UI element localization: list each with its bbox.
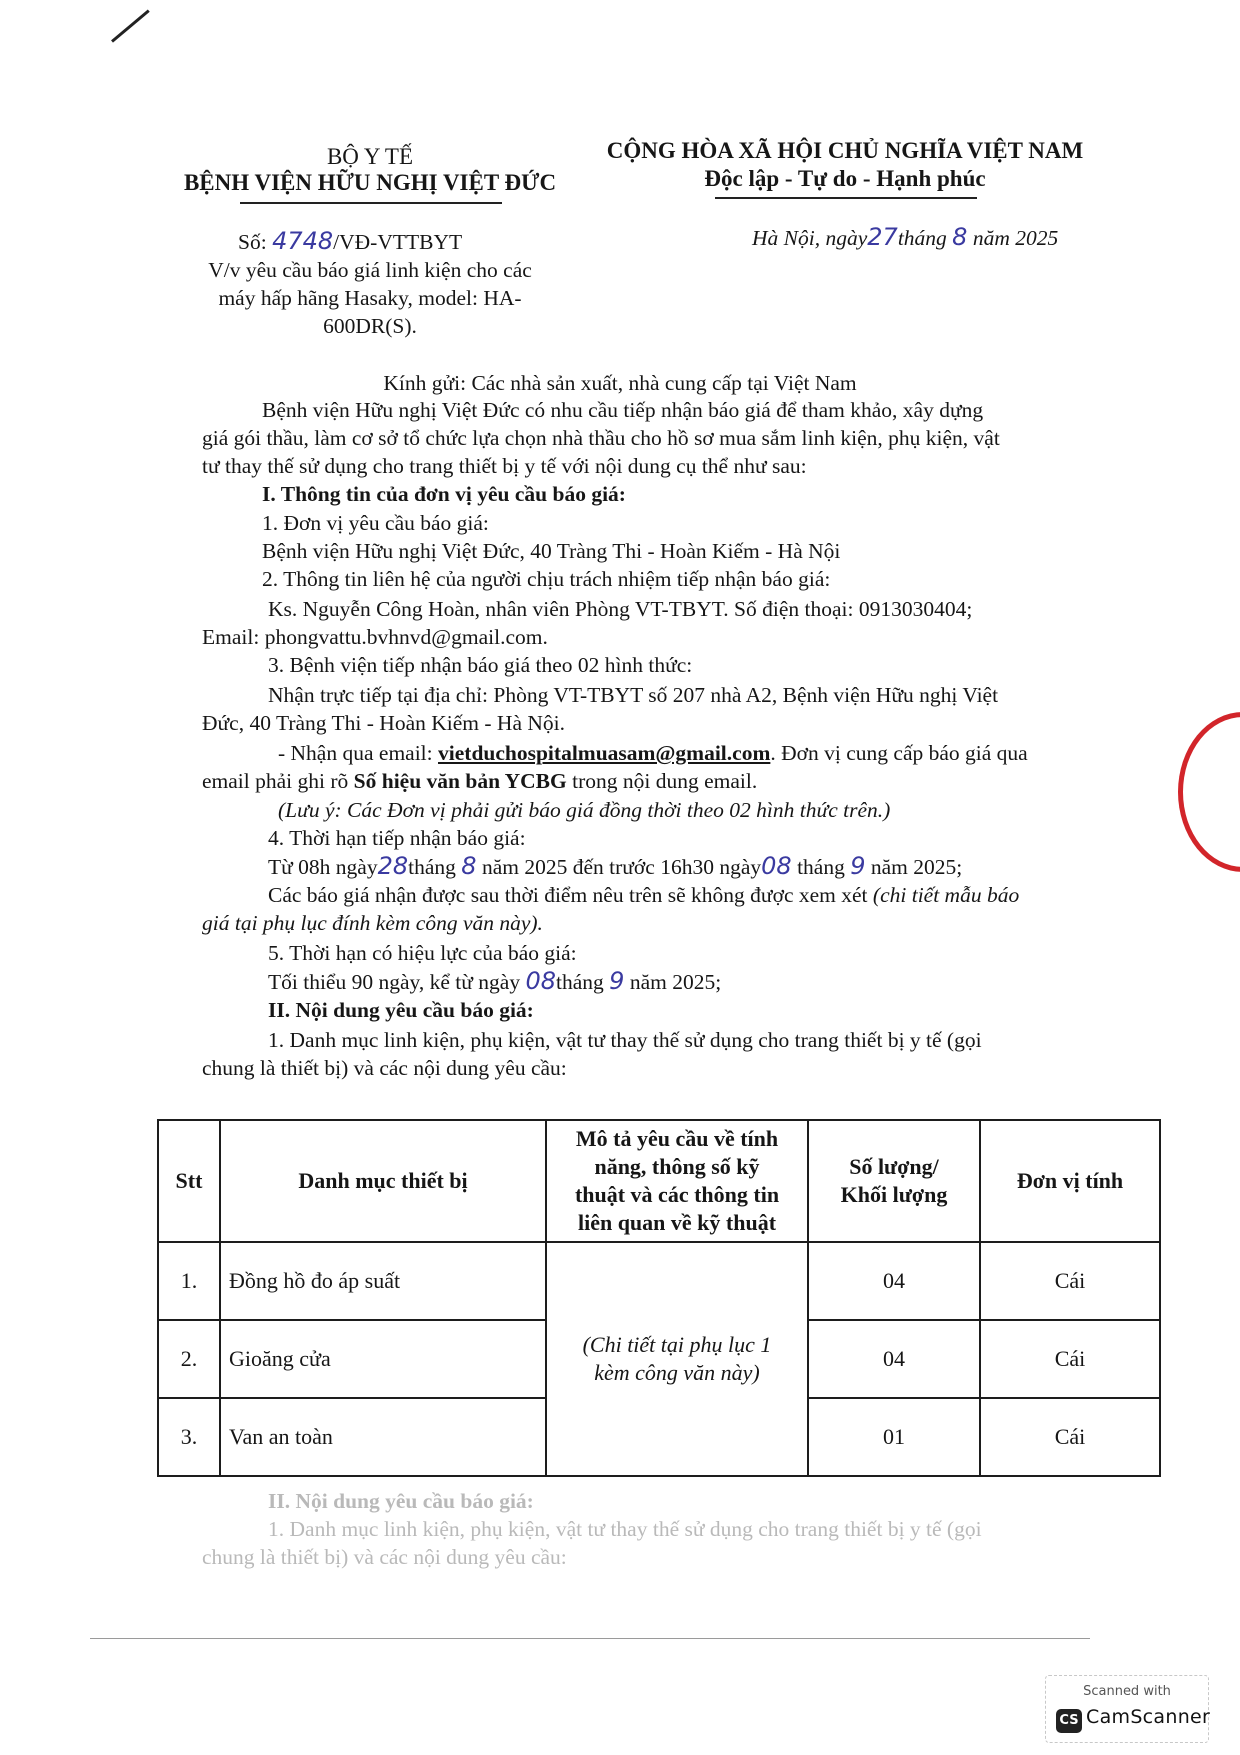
header-description-line: Mô tả yêu cầu về tính [575, 1126, 779, 1151]
email-note-prefix: email phải ghi rõ [202, 769, 354, 793]
doc-no-suffix: /VĐ-VTTBYT [333, 230, 463, 254]
merged-description-cell [546, 1242, 808, 1476]
deadline-from: Từ 08h ngày [268, 855, 378, 879]
document-number [238, 228, 462, 255]
s1-item-2a: Ks. Nguyễn Công Hoàn, nhân viên Phòng VT-TBYT. Số điện thoại: 0913030404; [268, 597, 973, 621]
s1-item-1: 1. Đơn vị yêu cầu báo giá: [262, 511, 489, 535]
row-unit: Cái [980, 1242, 1160, 1320]
day-handwritten: 27 [867, 223, 898, 251]
s1-item-5a [268, 968, 721, 995]
red-seal-fragment [1178, 712, 1240, 872]
s1-item-1a: Bệnh viện Hữu nghị Việt Đức, 40 Tràng Thi - Hoàn Kiếm - Hà Nội [262, 539, 841, 563]
bleed-through-line-1: II. Nội dung yêu cầu báo giá: [268, 1489, 534, 1513]
pen-stroke [111, 9, 150, 42]
header-stt: Stt [158, 1120, 220, 1242]
ministry-name: BỘ Y TẾ [326, 144, 414, 169]
email-suffix: . Đơn vị cung cấp báo giá qua [770, 741, 1028, 765]
s2-item-1: 1. Danh mục linh kiện, phụ kiện, vật tư thay thế sử dụng cho trang thiết bị y tế (gọi [268, 1028, 982, 1052]
deadline-day2-handwritten: 08 [761, 852, 792, 880]
country-name: CỘNG HÒA XÃ HỘI CHỦ NGHĨA VIỆT NAM [606, 138, 1084, 163]
section-2-title: II. Nội dung yêu cầu báo giá: [268, 998, 534, 1022]
s1-item-5: 5. Thời hạn có hiệu lực của báo giá: [268, 941, 577, 965]
header-item-name: Danh mục thiết bị [220, 1120, 546, 1242]
table-row [158, 1242, 1160, 1320]
watermark-caption: Scanned with [1083, 1684, 1171, 1699]
s1-item-3b: Đức, 40 Tràng Thi - Hoàn Kiếm - Hà Nội. [202, 711, 565, 735]
row-quantity: 04 [808, 1320, 980, 1398]
table-header-row [158, 1120, 1160, 1242]
row-unit: Cái [980, 1320, 1160, 1398]
place-date-prefix: Hà Nội, ngày [752, 226, 868, 250]
late-notice-italic: (chi tiết mẫu báo [872, 883, 1020, 907]
deadline-month-word2: tháng [797, 855, 845, 879]
s1-item-3: 3. Bệnh viện tiếp nhận báo giá theo 02 hình thức: [268, 653, 693, 677]
email-prefix: - Nhận qua email: [278, 741, 439, 765]
camscanner-logo-icon: CS [1056, 1709, 1082, 1733]
subject-line-2: máy hấp hãng Hasaky, model: HA- [218, 286, 522, 310]
deadline-day1-handwritten: 28 [377, 852, 409, 880]
row-stt: 1. [158, 1242, 220, 1320]
row-item-name: Đồng hồ đo áp suất [220, 1242, 546, 1320]
month-word: tháng [897, 226, 947, 250]
bleed-through-line-2: 1. Danh mục linh kiện, phụ kiện, vật tư thay thế sử dụng cho trang thiết bị y tế (gọi [268, 1517, 982, 1541]
intro-line-2: giá gói thầu, làm cơ sở tổ chức lựa chọn nhà thầu cho hồ sơ mua sắm linh kiện, phụ kiện, vật [202, 426, 1000, 450]
intro-line-1: Bệnh viện Hữu nghị Việt Đức có nhu cầu tiếp nhận báo giá để tham khảo, xây dựng [262, 398, 984, 422]
bleed-through-line-3: chung là thiết bị) và các nội dung yêu cầu: [202, 1545, 567, 1569]
validity-month-handwritten: 9 [609, 967, 625, 995]
validity-from: Tối thiểu 90 ngày, kể từ ngày [268, 970, 521, 994]
watermark-brand: CamScanner [1086, 1706, 1211, 1728]
hospital-underline [240, 202, 502, 204]
header-description-line: thuật và các thông tin [574, 1182, 780, 1207]
s1-item-3c [278, 740, 1028, 766]
row-quantity: 01 [808, 1398, 980, 1476]
validity-day-handwritten: 08 [525, 967, 557, 995]
subject-line-1: V/v yêu cầu báo giá linh kiện cho các [208, 258, 532, 282]
intro-line-3: tư thay thế sử dụng cho trang thiết bị y tế với nội dung cụ thể như sau: [202, 454, 807, 478]
place-date [752, 224, 1058, 251]
month-handwritten: 8 [952, 223, 968, 251]
row-quantity: 04 [808, 1242, 980, 1320]
doc-no-prefix: Số: [238, 230, 267, 254]
s1-item-4: 4. Thời hạn tiếp nhận báo giá: [268, 826, 526, 850]
subject-line-3: 600DR(S). [323, 314, 417, 338]
deadline-month2-handwritten: 9 [850, 852, 866, 880]
header-unit: Đơn vị tính [980, 1120, 1160, 1242]
s2-item-1b: chung là thiết bị) và các nội dung yêu cầu: [202, 1056, 567, 1080]
deadline-month1-handwritten: 8 [461, 852, 477, 880]
hospital-name: BỆNH VIỆN HỮU NGHỊ VIỆT ĐỨC [183, 170, 557, 195]
s1-item-2b: Email: phongvattu.bvhnvd@gmail.com. [202, 625, 548, 649]
email-note-bold: Số hiệu văn bản YCBG [353, 769, 567, 793]
row-unit: Cái [980, 1398, 1160, 1476]
row-item-name: Gioăng cửa [220, 1320, 546, 1398]
deadline-month-word1: tháng [408, 855, 456, 879]
validity-month-word: tháng [556, 970, 604, 994]
national-motto: Độc lập - Tự do - Hạnh phúc [704, 166, 986, 191]
merged-description-line: (Chi tiết tại phụ lục 1 [582, 1332, 772, 1357]
doc-no-handwritten: 4748 [272, 227, 334, 255]
s1-item-3a: Nhận trực tiếp tại địa chỉ: Phòng VT-TBYT số 207 nhà A2, Bệnh viện Hữu nghị Việt [268, 683, 999, 707]
procurement-email-link[interactable]: vietduchospitalmuasam@gmail.com [438, 741, 771, 765]
s1-item-4b [268, 882, 1019, 908]
header-quantity-line: Khối lượng [840, 1182, 948, 1207]
header-description-line: năng, thông số kỹ [594, 1154, 760, 1179]
camscanner-watermark [1045, 1675, 1209, 1743]
bottom-rule [90, 1638, 1090, 1639]
motto-underline [715, 197, 977, 199]
deadline-to: năm 2025 đến trước 16h30 ngày [481, 855, 762, 879]
section-1-title: I. Thông tin của đơn vị yêu cầu báo giá: [262, 482, 626, 506]
s1-item-4c: giá tại phụ lục đính kèm công văn này). [202, 911, 543, 935]
deadline-year: năm 2025; [870, 855, 963, 879]
s1-item-3e-note: (Lưu ý: Các Đơn vị phải gửi báo giá đồng thời theo 02 hình thức trên.) [278, 798, 891, 822]
header-description [546, 1120, 808, 1242]
merged-description-line: kèm công văn này) [594, 1360, 760, 1385]
recipient-line: Kính gửi: Các nhà sản xuất, nhà cung cấp tại Việt Nam [383, 371, 857, 395]
row-stt: 2. [158, 1320, 220, 1398]
header-description-line: liên quan về kỹ thuật [577, 1210, 777, 1235]
year-text: năm 2025 [972, 226, 1059, 250]
email-note-suffix: trong nội dung email. [566, 769, 758, 793]
validity-year: năm 2025; [629, 970, 722, 994]
s1-item-4a [268, 853, 962, 880]
header-quantity [808, 1120, 980, 1242]
row-item-name: Van an toàn [220, 1398, 546, 1476]
items-table [157, 1119, 1161, 1477]
s1-item-3d [202, 768, 757, 794]
s1-item-2: 2. Thông tin liên hệ của người chịu trách nhiệm tiếp nhận báo giá: [262, 567, 831, 591]
row-stt: 3. [158, 1398, 220, 1476]
header-quantity-line: Số lượng/ [849, 1154, 939, 1179]
late-notice: Các báo giá nhận được sau thời điểm nêu trên sẽ không được xem xét [268, 883, 873, 907]
